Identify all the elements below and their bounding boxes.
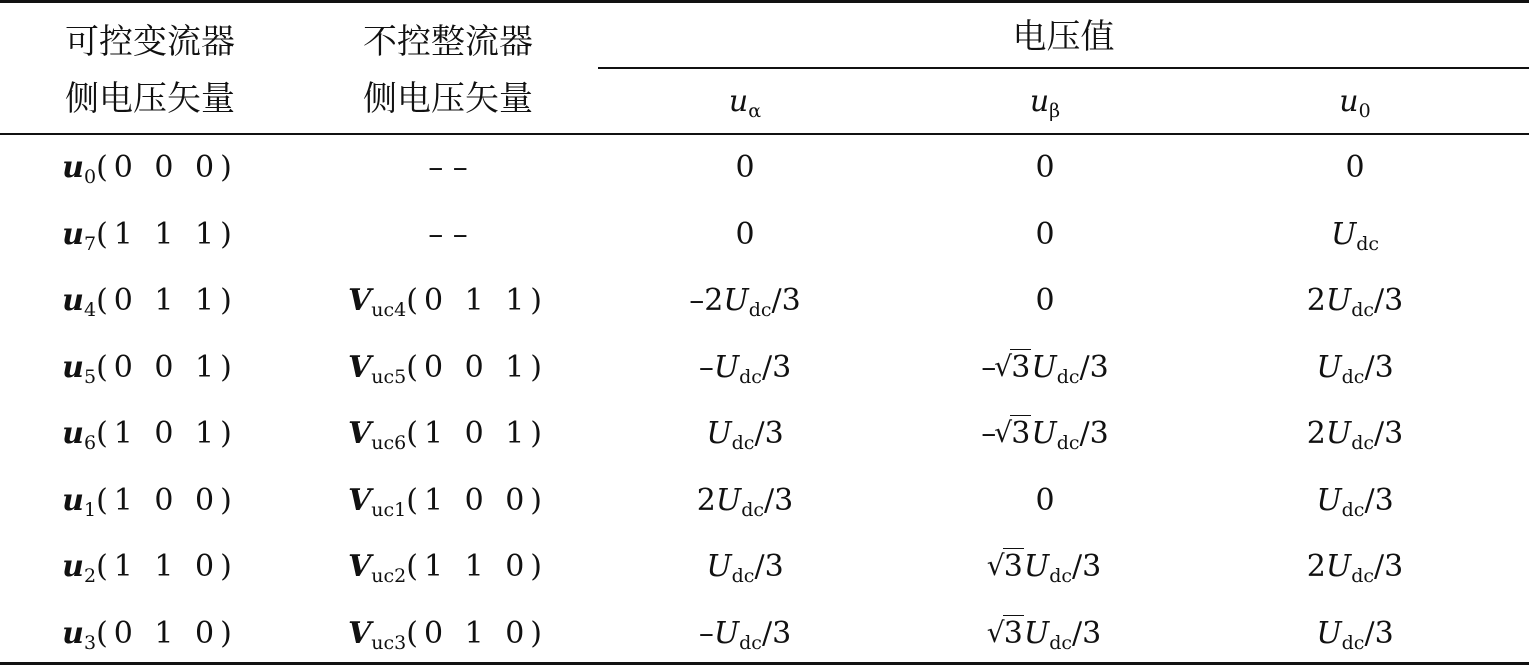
cell-u-beta: √ $3U_{dc}/3$: [940, 614, 1150, 654]
subheader-u-alpha: $u_\alpha$: [728, 84, 762, 122]
cell-uncontrolled-vector: $V_{uc6}(1$ 0 1): [348, 416, 548, 454]
cell-u-zero: $U_{dc}/3$: [1316, 483, 1394, 521]
cell-u-alpha: $U_{dc}/3$: [706, 416, 784, 454]
cell-u-zero: $2U_{dc}/3$: [1306, 416, 1404, 454]
header-col1-line1: 可控变流器: [65, 22, 235, 62]
cell-uncontrolled-vector: – –: [428, 150, 468, 185]
cell-u-beta: –√ $3U_{dc}/3$: [940, 414, 1150, 454]
cell-u-alpha: 0: [735, 217, 755, 252]
cell-uncontrolled-vector: $V_{uc3}(0$ 1 0): [348, 616, 548, 654]
cell-controlled-vector: $u_1(1$ 0 0): [62, 483, 238, 521]
cell-u-zero: $U_{dc}/3$: [1316, 350, 1394, 388]
cell-u-alpha: $-U_{dc}/3$: [698, 616, 792, 654]
group-rule: [598, 67, 1529, 69]
header-rule: [0, 133, 1529, 135]
cell-u-zero: $2U_{dc}/3$: [1306, 283, 1404, 321]
cell-u-zero: $U_{dc}/3$: [1316, 616, 1394, 654]
header-col2-line2: 侧电压矢量: [363, 79, 533, 119]
cell-controlled-vector: $u_2(1$ 1 0): [62, 549, 238, 587]
top-rule: [0, 0, 1529, 3]
cell-u-alpha: $-U_{dc}/3$: [698, 350, 792, 388]
cell-u-zero: $2U_{dc}/3$: [1306, 549, 1404, 587]
cell-controlled-vector: $u_7(1$ 1 1): [62, 217, 238, 255]
cell-uncontrolled-vector: $V_{uc4}(0$ 1 1): [348, 283, 548, 321]
cell-u-alpha: 0: [735, 150, 755, 185]
bottom-rule: [0, 662, 1529, 665]
cell-controlled-vector: $u_3(0$ 1 0): [62, 616, 238, 654]
header-voltage-group: 电压值: [1012, 17, 1115, 57]
cell-controlled-vector: $u_6(1$ 0 1): [62, 416, 238, 454]
header-col1-line2: 侧电压矢量: [65, 79, 235, 119]
cell-u-alpha: $U_{dc}/3$: [706, 549, 784, 587]
cell-uncontrolled-vector: $V_{uc5}(0$ 0 1): [348, 350, 548, 388]
cell-u-zero: 0: [1345, 150, 1365, 185]
cell-u-alpha: $2U_{dc}/3$: [696, 483, 794, 521]
cell-uncontrolled-vector: – –: [428, 217, 468, 252]
subheader-u-beta: $u_\beta$: [1029, 84, 1061, 122]
subheader-u-zero: $u_0$: [1339, 84, 1371, 122]
cell-u-beta: 0: [1035, 283, 1055, 318]
cell-u-beta: 0: [1035, 483, 1055, 518]
cell-u-beta: √ $3U_{dc}/3$: [940, 547, 1150, 587]
cell-u-beta: 0: [1035, 217, 1055, 252]
cell-u-zero: $U_{dc}$: [1330, 217, 1380, 255]
cell-u-beta: 0: [1035, 150, 1055, 185]
cell-uncontrolled-vector: $V_{uc1}(1$ 0 0): [348, 483, 548, 521]
header-col2-line1: 不控整流器: [363, 22, 533, 62]
cell-u-beta: –√ $3U_{dc}/3$: [940, 348, 1150, 388]
cell-u-alpha: $-2U_{dc}/3$: [689, 283, 801, 321]
cell-controlled-vector: $u_5(0$ 0 1): [62, 350, 238, 388]
cell-controlled-vector: $u_4(0$ 1 1): [62, 283, 238, 321]
cell-uncontrolled-vector: $V_{uc2}(1$ 1 0): [348, 549, 548, 587]
cell-controlled-vector: $u_0(0$ 0 0): [62, 150, 238, 188]
